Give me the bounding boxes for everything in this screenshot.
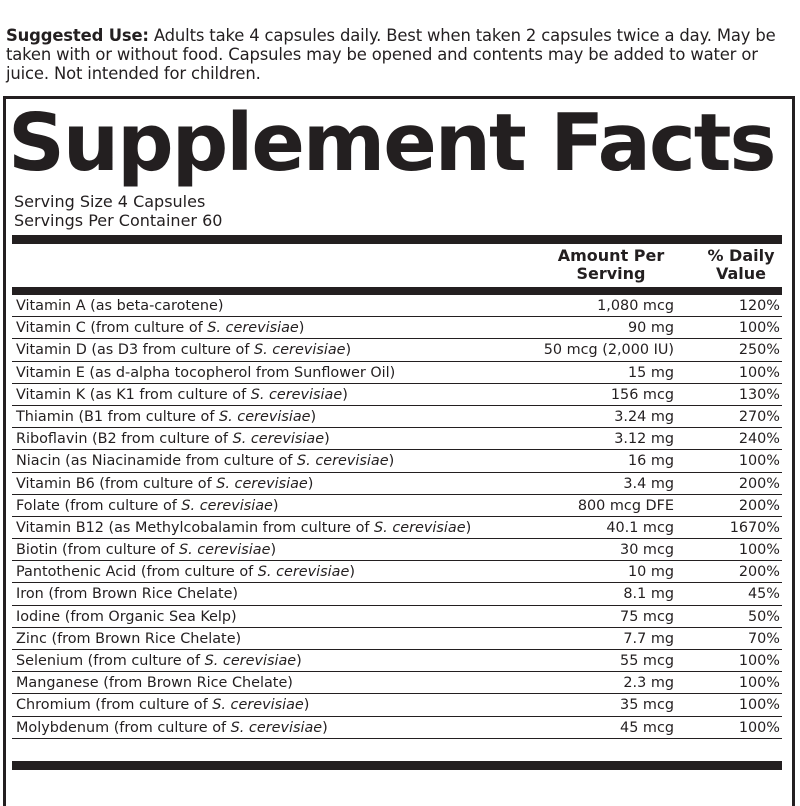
nutrient-daily-value: 200%: [738, 497, 780, 514]
table-row: [12, 362, 782, 384]
nutrient-amount: 40.1 mcg: [606, 519, 674, 536]
servings-per-container: Servings Per Container 60: [14, 211, 223, 230]
nutrient-name: [16, 517, 471, 539]
nutrient-daily-value: 200%: [738, 564, 780, 581]
nutrient-name-close: ): [272, 497, 279, 514]
column-header-daily-value: % Daily Value: [707, 246, 775, 283]
nutrient-name: [16, 583, 238, 605]
nutrient-name: [16, 561, 355, 583]
nutrient-daily-value: 240%: [738, 431, 780, 448]
nutrient-daily-value: 130%: [738, 386, 780, 403]
column-header-amount: Amount Per Serving: [557, 246, 665, 283]
nutrient-amount: 30 mcg: [620, 542, 674, 559]
nutrient-name: [16, 495, 279, 517]
nutrient-daily-value: 50%: [748, 608, 780, 625]
table-row: [12, 450, 782, 472]
nutrient-name-close: ): [345, 342, 352, 359]
nutrient-name-text: Vitamin B6 (from culture of: [16, 475, 217, 492]
nutrient-name-text: Vitamin A (as beta-carotene): [16, 298, 224, 314]
panel-title: Supplement Facts: [8, 97, 775, 189]
table-row: [12, 517, 782, 539]
nutrient-name-text: Biotin (from culture of: [16, 542, 179, 559]
thick-divider-top: [12, 235, 782, 244]
table-row: [12, 473, 782, 495]
nutrient-name: [16, 339, 351, 361]
nutrient-daily-value: 120%: [738, 298, 780, 314]
nutrient-source-organism: S. cerevisiae: [178, 542, 271, 559]
nutrient-name: [16, 384, 348, 406]
nutrient-amount: 1,080 mcg: [597, 298, 674, 314]
nutrient-name-text: Thiamin (B1 from culture of: [16, 408, 219, 425]
nutrient-daily-value: 100%: [738, 719, 780, 736]
nutrient-amount: 8.1 mg: [623, 586, 674, 603]
table-row: [12, 561, 782, 583]
nutrient-name-text: Zinc (from Brown Rice Chelate): [16, 630, 242, 647]
nutrient-name-close: ): [322, 719, 328, 736]
nutrient-name: [16, 650, 302, 672]
nutrient-name-close: ): [388, 453, 395, 470]
nutrient-daily-value: 100%: [738, 320, 780, 337]
nutrient-name-text: Vitamin D (as D3 from culture of: [16, 342, 254, 359]
table-row: [12, 406, 782, 428]
nutrient-daily-value: 270%: [738, 408, 780, 425]
nutrient-table: [12, 295, 782, 739]
nutrient-name: [16, 362, 395, 384]
table-row: [12, 495, 782, 517]
nutrient-name: [16, 428, 330, 450]
nutrient-source-organism: S. cerevisiae: [232, 431, 325, 448]
nutrient-amount: 90 mg: [627, 320, 674, 337]
nutrient-name-text: Folate (from culture of: [16, 497, 182, 514]
nutrient-amount: 7.7 mg: [623, 630, 674, 647]
nutrient-amount: 800 mcg DFE: [577, 497, 674, 514]
nutrient-daily-value: 45%: [748, 586, 780, 603]
nutrient-name-text: Iron (from Brown Rice Chelate): [16, 586, 239, 603]
nutrient-name: [16, 628, 241, 650]
nutrient-name: [16, 717, 328, 739]
table-row: [12, 317, 782, 339]
nutrient-amount: 50 mcg (2,000 IU): [543, 342, 674, 359]
nutrient-amount: 10 mg: [627, 564, 674, 581]
nutrient-name-text: Vitamin K (as K1 from culture of: [16, 386, 251, 403]
table-row: [12, 428, 782, 450]
nutrient-amount: 3.24 mg: [614, 408, 674, 425]
nutrient-source-organism: S. cerevisiae: [257, 564, 350, 581]
table-row: [12, 717, 782, 739]
nutrient-name-text: Vitamin B12 (as Methylcobalamin from culture of: [16, 519, 375, 536]
table-row: [12, 384, 782, 406]
thick-divider-header: [12, 287, 782, 295]
nutrient-name: [16, 694, 309, 716]
nutrient-source-organism: S. cerevisiae: [216, 475, 308, 492]
nutrient-source-organism: S. cerevisiae: [181, 497, 273, 514]
nutrient-name: [16, 672, 293, 694]
nutrient-daily-value: 250%: [738, 342, 780, 359]
table-row: [12, 694, 782, 716]
nutrient-name-close: ): [342, 386, 348, 403]
serving-size: Serving Size 4 Capsules: [14, 192, 206, 211]
nutrient-name-close: ): [307, 475, 314, 492]
nutrient-amount: 2.3 mg: [623, 675, 674, 692]
nutrient-name-text: Riboflavin (B2 from culture of: [16, 431, 233, 448]
nutrient-source-organism: S. cerevisiae: [204, 653, 297, 669]
nutrient-source-organism: S. cerevisiae: [297, 453, 389, 470]
nutrient-name: [16, 317, 304, 339]
nutrient-name-text: Niacin (as Niacinamide from culture of: [16, 453, 298, 470]
table-row: [12, 539, 782, 561]
nutrient-amount: 75 mcg: [620, 608, 674, 625]
nutrient-name-text: Molybdenum (from culture of: [16, 719, 231, 736]
nutrient-name-text: Vitamin E (as d-alpha tocopherol from Sunflower Oil): [16, 364, 396, 381]
nutrient-amount: 55 mcg: [620, 653, 674, 669]
nutrient-daily-value: 100%: [738, 453, 780, 470]
nutrient-name-close: ): [298, 320, 305, 337]
nutrient-name-close: ): [349, 564, 355, 581]
nutrient-daily-value: 100%: [738, 364, 780, 381]
nutrient-amount: 156 mcg: [610, 386, 674, 403]
nutrient-name-text: Chromium (from culture of: [16, 697, 213, 714]
thick-divider-bottom: [12, 761, 782, 770]
suggested-use-text: [6, 26, 794, 83]
table-row: [12, 672, 782, 694]
nutrient-amount: 16 mg: [627, 453, 674, 470]
nutrient-daily-value: 70%: [748, 630, 780, 647]
nutrient-name: [16, 406, 316, 428]
nutrient-name: [16, 473, 313, 495]
nutrient-name: [16, 539, 276, 561]
nutrient-source-organism: S. cerevisiae: [254, 342, 346, 359]
table-row: [12, 650, 782, 672]
nutrient-amount: 45 mcg: [620, 719, 674, 736]
nutrient-source-organism: S. cerevisiae: [212, 697, 304, 714]
table-row: [12, 628, 782, 650]
nutrient-daily-value: 100%: [738, 653, 780, 669]
nutrient-name-text: Manganese (from Brown Rice Chelate): [16, 675, 293, 692]
nutrient-source-organism: S. cerevisiae: [230, 719, 323, 736]
suggested-use-label: Suggested Use:: [6, 26, 149, 45]
nutrient-name-close: ): [270, 542, 277, 559]
nutrient-name-close: ): [465, 519, 472, 536]
nutrient-amount: 15 mg: [627, 364, 674, 381]
nutrient-name: [16, 295, 223, 317]
nutrient-source-organism: S. cerevisiae: [207, 320, 299, 337]
nutrient-daily-value: 100%: [738, 542, 780, 559]
nutrient-amount: 35 mcg: [620, 697, 674, 714]
nutrient-source-organism: S. cerevisiae: [250, 386, 343, 403]
table-row: [12, 606, 782, 628]
nutrient-name-close: ): [303, 697, 310, 714]
nutrient-name-close: ): [310, 408, 317, 425]
nutrient-name: [16, 450, 394, 472]
nutrient-name-close: ): [324, 431, 330, 448]
table-row: [12, 583, 782, 605]
suggested-use-body: Adults take 4 capsules daily. Best when taken 2 capsules twice a day. May be taken with or without food. Capsules may be opened and contents may be added to water or juice. Not intended for children.: [6, 26, 776, 83]
nutrient-daily-value: 100%: [738, 697, 780, 714]
nutrient-daily-value: 1670%: [729, 519, 780, 536]
nutrient-daily-value: 100%: [738, 675, 780, 692]
nutrient-daily-value: 200%: [738, 475, 780, 492]
nutrient-amount: 3.4 mg: [623, 475, 674, 492]
table-row: [12, 295, 782, 317]
nutrient-amount: 3.12 mg: [614, 431, 674, 448]
nutrient-name-text: Pantothenic Acid (from culture of: [16, 564, 258, 581]
nutrient-source-organism: S. cerevisiae: [374, 519, 466, 536]
nutrient-name-text: Selenium (from culture of: [16, 653, 205, 669]
nutrient-name-text: Iodine (from Organic Sea Kelp): [16, 608, 237, 625]
nutrient-name-close: ): [296, 653, 302, 669]
nutrient-name-text: Vitamin C (from culture of: [16, 320, 208, 337]
table-row: [12, 339, 782, 361]
nutrient-source-organism: S. cerevisiae: [219, 408, 311, 425]
nutrient-name: [16, 606, 237, 628]
